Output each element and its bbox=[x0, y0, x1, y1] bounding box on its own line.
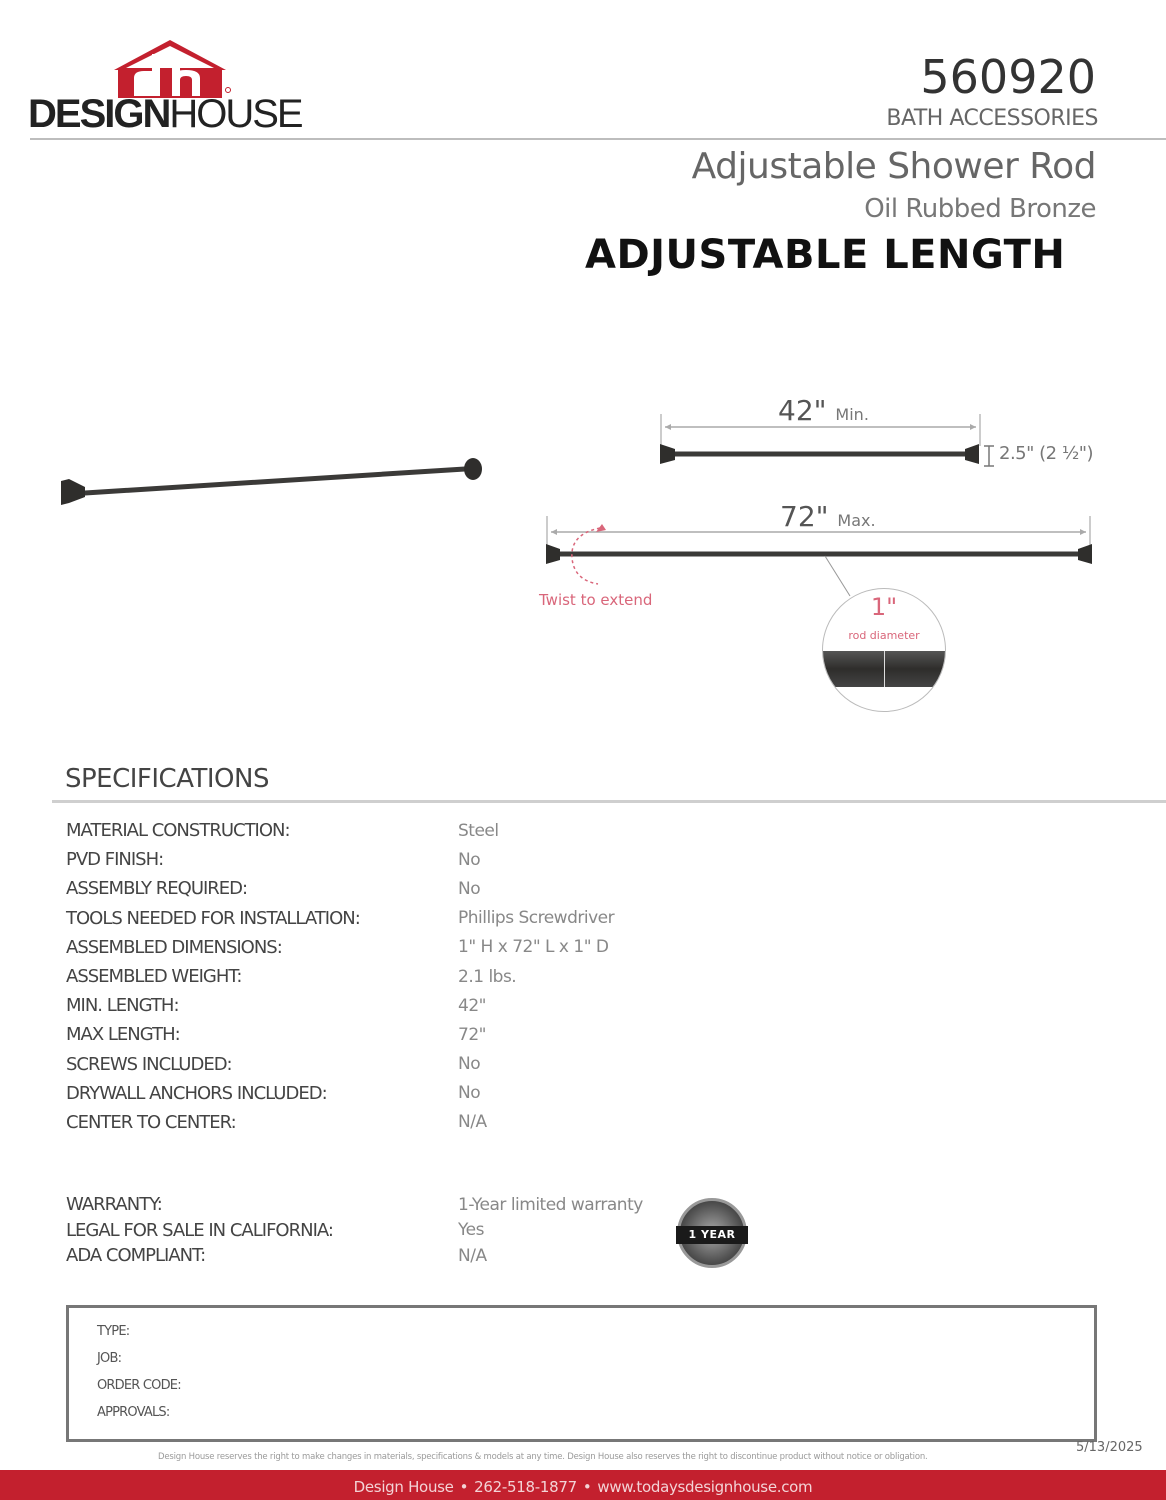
min-length-label: 42" Min. bbox=[778, 394, 869, 427]
spec-row bbox=[66, 904, 766, 933]
spec-value: No bbox=[458, 849, 481, 870]
spec-label: LEGAL FOR SALE IN CALIFORNIA: bbox=[66, 1219, 333, 1241]
spec-value: 1-Year limited warranty bbox=[458, 1194, 643, 1215]
footer-bar: Design House • 262-518-1877 • www.todaysdesignhouse.com bbox=[0, 1470, 1166, 1500]
spec-row bbox=[66, 816, 766, 845]
header-divider bbox=[30, 138, 1166, 140]
design-house-logo bbox=[28, 38, 318, 138]
rod-cross-section bbox=[823, 651, 945, 687]
footer-company: Design House bbox=[353, 1478, 454, 1496]
form-field-approvals[interactable]: APPROVALS: bbox=[97, 1405, 170, 1420]
spec-value: Phillips Screwdriver bbox=[458, 908, 615, 929]
warranty-row bbox=[66, 1218, 766, 1244]
footer-website-link[interactable]: www.todaysdesignhouse.com bbox=[597, 1478, 813, 1496]
spec-value: N/A bbox=[458, 1245, 487, 1266]
spec-label: MATERIAL CONSTRUCTION: bbox=[66, 820, 290, 842]
house-logo-icon bbox=[114, 38, 244, 98]
finish-label: Oil Rubbed Bronze bbox=[864, 194, 1096, 224]
warranty-badge-icon bbox=[677, 1198, 747, 1268]
disclaimer-text: Design House reserves the right to make changes in materials, specifications & models at any time. Design House also reserves the right to discontinue product without notice or obligation. bbox=[158, 1452, 928, 1462]
specifications-divider bbox=[52, 800, 1166, 803]
spec-value: Yes bbox=[458, 1220, 484, 1241]
spec-label: ADA COMPLIANT: bbox=[66, 1245, 206, 1267]
spec-label: CENTER TO CENTER: bbox=[66, 1111, 236, 1133]
spec-row bbox=[66, 962, 766, 991]
spec-label: MIN. LENGTH: bbox=[66, 995, 179, 1017]
category-label: BATH ACCESSORIES bbox=[886, 106, 1098, 131]
spec-row bbox=[66, 874, 766, 903]
warranty-table bbox=[66, 1192, 766, 1269]
spec-value: 2.1 lbs. bbox=[458, 966, 517, 987]
badge-text: 1 YEAR bbox=[676, 1226, 748, 1244]
form-field-job[interactable]: JOB: bbox=[97, 1351, 122, 1366]
approval-form-box bbox=[66, 1305, 1097, 1442]
spec-row bbox=[66, 1108, 766, 1137]
spec-label: MAX LENGTH: bbox=[66, 1024, 180, 1046]
spec-value: N/A bbox=[458, 1112, 487, 1133]
spec-label: DRYWALL ANCHORS INCLUDED: bbox=[66, 1082, 327, 1104]
diameter-label: rod diameter bbox=[848, 629, 920, 642]
spec-row bbox=[66, 1079, 766, 1108]
warranty-row bbox=[66, 1243, 766, 1269]
spec-value: 42" bbox=[458, 995, 486, 1016]
logo-wordmark: DESIGNHOUSE bbox=[28, 92, 302, 136]
warranty-row bbox=[66, 1192, 766, 1218]
sku-number: 560920 bbox=[920, 50, 1096, 104]
product-name: Adjustable Shower Rod bbox=[691, 146, 1096, 187]
spec-row bbox=[66, 845, 766, 874]
spec-row bbox=[66, 933, 766, 962]
spec-value: 1" H x 72" L x 1" D bbox=[458, 937, 609, 958]
spec-label: ASSEMBLED DIMENSIONS: bbox=[66, 936, 282, 958]
rod-diameter-callout bbox=[822, 588, 946, 712]
spec-value: No bbox=[458, 1054, 481, 1075]
spec-label: WARRANTY: bbox=[66, 1194, 162, 1216]
diameter-value: 1" bbox=[870, 593, 898, 621]
specifications-title: SPECIFICATIONS bbox=[65, 764, 269, 794]
min-length-diagram bbox=[655, 414, 995, 470]
spec-label: TOOLS NEEDED FOR INSTALLATION: bbox=[66, 907, 360, 929]
spec-value: Steel bbox=[458, 820, 499, 841]
spec-row bbox=[66, 1050, 766, 1079]
spec-row bbox=[66, 991, 766, 1020]
spec-row bbox=[66, 1020, 766, 1049]
twist-to-extend-label: Twist to extend bbox=[539, 591, 653, 609]
form-field-order-code[interactable]: ORDER CODE: bbox=[97, 1378, 181, 1393]
document-date: 5/13/2025 bbox=[1076, 1440, 1143, 1455]
height-label: 2.5" (2 ½") bbox=[999, 443, 1094, 464]
form-field-type[interactable]: TYPE: bbox=[97, 1324, 130, 1339]
feature-heading: ADJUSTABLE LENGTH bbox=[585, 232, 1066, 278]
footer-phone[interactable]: 262-518-1877 bbox=[474, 1478, 577, 1496]
spec-value: No bbox=[458, 878, 481, 899]
height-dimension-icon bbox=[982, 444, 996, 468]
spec-value: 72" bbox=[458, 1024, 486, 1045]
max-length-label: 72" Max. bbox=[780, 500, 876, 533]
spec-label: PVD FINISH: bbox=[66, 849, 164, 871]
spec-label: SCREWS INCLUDED: bbox=[66, 1053, 232, 1075]
product-rod-image bbox=[55, 455, 490, 515]
specifications-table bbox=[66, 816, 766, 1137]
spec-label: ASSEMBLY REQUIRED: bbox=[66, 878, 248, 900]
spec-value: No bbox=[458, 1083, 481, 1104]
spec-label: ASSEMBLED WEIGHT: bbox=[66, 966, 242, 988]
